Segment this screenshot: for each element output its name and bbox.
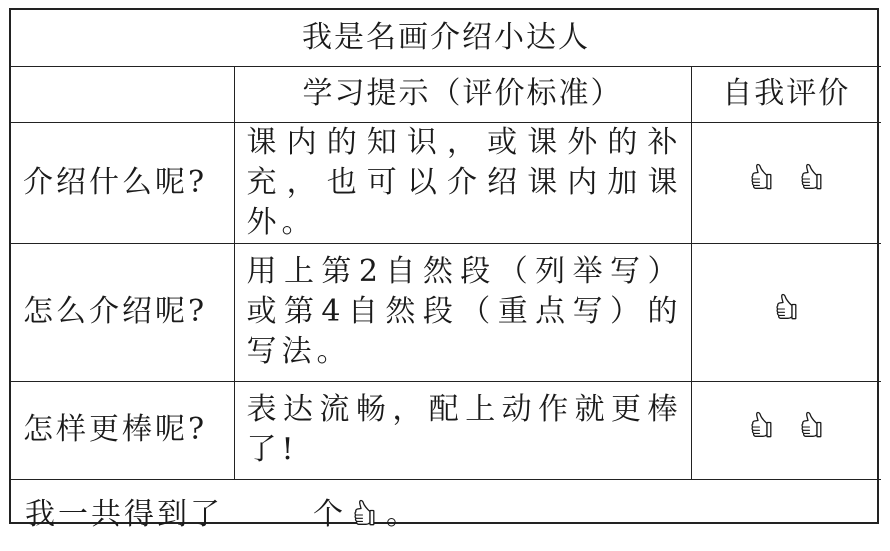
criteria-cell: 用上第2自然段（列举写）或第4自然段（重点写）的写法。 bbox=[234, 243, 691, 381]
rating-cell bbox=[691, 122, 881, 243]
question-cell: 怎么介绍呢? bbox=[11, 243, 234, 381]
header-self-eval: 自我评价 bbox=[691, 66, 881, 122]
header-criteria: 学习提示（评价标准） bbox=[234, 66, 691, 122]
table-title: 我是名画介绍小达人 bbox=[11, 10, 881, 66]
header-row bbox=[11, 66, 881, 122]
question-cell: 怎样更棒呢? bbox=[11, 381, 234, 479]
thumbs-group bbox=[774, 292, 798, 322]
footer-unit: 个 bbox=[313, 497, 346, 533]
evaluation-table bbox=[11, 10, 881, 551]
thumbs-up-icon bbox=[352, 498, 376, 528]
evaluation-sheet bbox=[9, 8, 879, 533]
thumbs-group bbox=[749, 410, 823, 440]
thumbs-up-icon bbox=[799, 162, 823, 192]
question-cell: 介绍什么呢? bbox=[11, 122, 234, 243]
thumbs-up-icon bbox=[749, 162, 773, 192]
thumbs-up-icon bbox=[749, 410, 773, 440]
table-row bbox=[11, 243, 881, 381]
footer-cell bbox=[11, 479, 881, 551]
criteria-cell: 课内的知识，或课外的补充，也可以介绍课内加课外。 bbox=[234, 122, 691, 243]
rating-cell bbox=[691, 243, 881, 381]
score-blank[interactable] bbox=[225, 496, 311, 524]
thumbs-group bbox=[749, 162, 823, 192]
table-row bbox=[11, 122, 881, 243]
title-row bbox=[11, 10, 881, 66]
footer-end: 。 bbox=[386, 497, 419, 533]
rating-cell bbox=[691, 381, 881, 479]
thumbs-up-icon bbox=[774, 292, 798, 322]
thumbs-up-icon bbox=[799, 410, 823, 440]
criteria-cell: 表达流畅，配上动作就更棒了! bbox=[234, 381, 691, 479]
table-row bbox=[11, 381, 881, 479]
header-empty-cell bbox=[11, 66, 234, 122]
footer-prefix: 我一共得到了 bbox=[25, 497, 223, 533]
footer-row bbox=[11, 479, 881, 551]
